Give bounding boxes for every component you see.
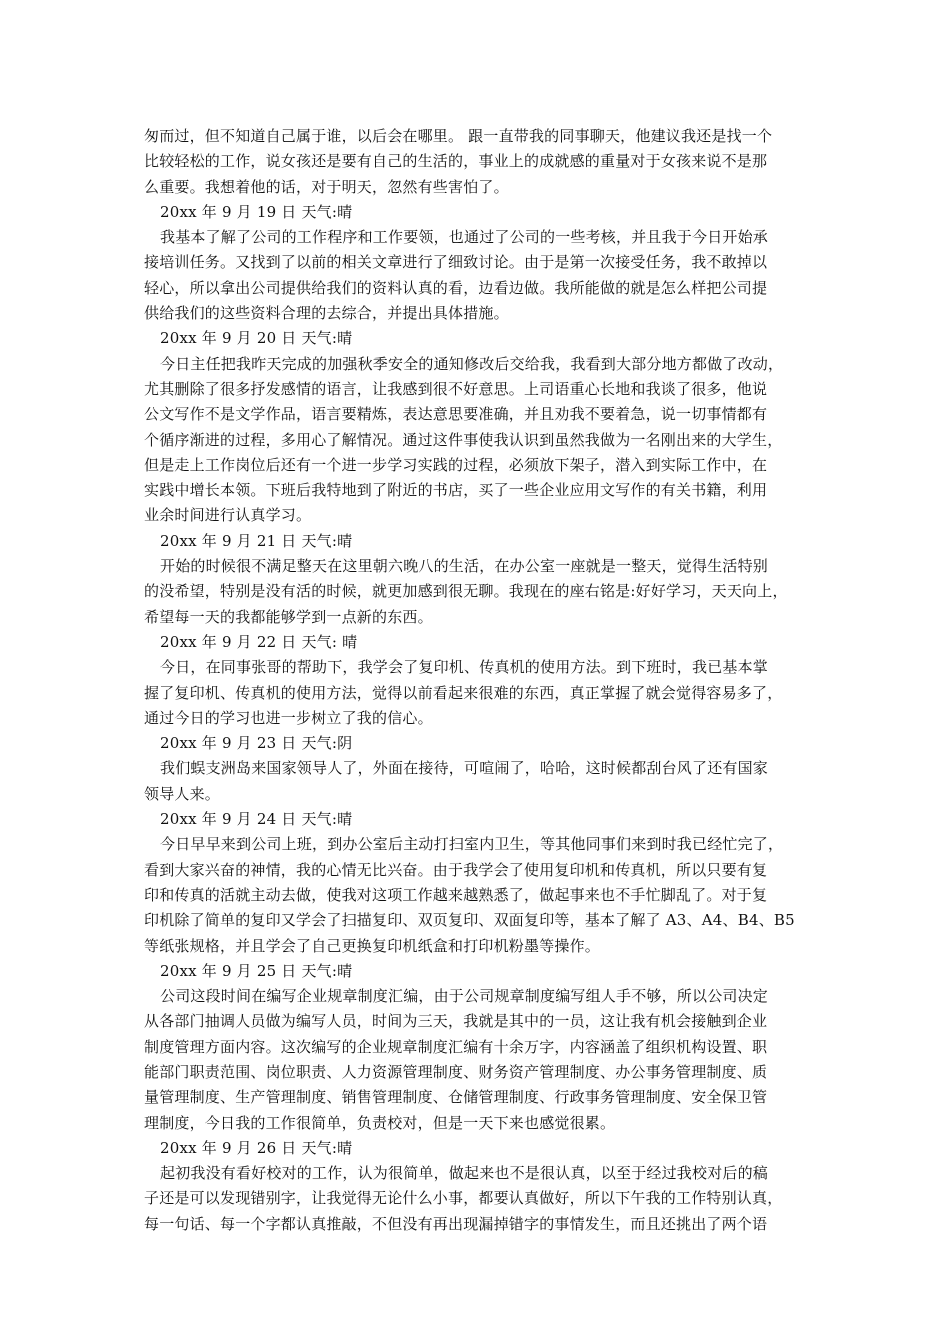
diary-text-body	[144, 124, 816, 1237]
diary-date-line: 20xx 年 9 月 24 日 天气:晴	[160, 810, 353, 829]
body-text-line: 今日早早来到公司上班，到办公室后主动打扫室内卫生，等其他同事们来到时我已经忙完了，	[160, 835, 784, 854]
diary-date-line: 20xx 年 9 月 23 日 天气:阴	[160, 734, 353, 753]
body-text-line: 接培训任务。又找到了以前的相关文章进行了细致讨论。由于是第一次接受任务，我不敢掉以	[144, 253, 768, 272]
diary-date-line: 20xx 年 9 月 19 日 天气:晴	[160, 202, 353, 221]
body-text-line: 我基本了解了公司的工作程序和工作要领，也通过了公司的一些考核，并且我于今日开始承	[160, 228, 769, 247]
body-text-line: 每一句话、每一个字都认真推敲，不但没有再出现漏掉错字的事情发生，而且还挑出了两个语	[144, 1214, 768, 1233]
body-text-line: 供给我们的这些资料合理的去综合，并提出具体措施。	[144, 304, 509, 323]
body-text-line: 么重要。我想着他的话，对于明天，忽然有些害怕了。	[144, 177, 509, 196]
body-text-line: 但是走上工作岗位后还有一个进一步学习实践的过程，必须放下架子，潜入到实际工作中，在	[144, 455, 768, 474]
body-text-line: 业余时间进行认真学习。	[144, 506, 312, 525]
body-text-line: 看到大家兴奋的神情，我的心情无比兴奋。由于我学会了使用复印机和传真机，所以只要有复	[144, 860, 768, 879]
body-text-line: 实践中增长本领。下班后我特地到了附近的书店，买了一些企业应用文写作的有关书籍，利用	[144, 481, 768, 500]
body-text-line: 印和传真的活就主动去做，使我对这项工作越来越熟悉了，做起事来也不手忙脚乱了。对于复	[144, 885, 768, 904]
body-text-line: 从各部门抽调人员做为编写人员，时间为三天，我就是其中的一员，这让我有机会接触到企业	[144, 1012, 768, 1031]
body-text-line: 比较轻松的工作，说女孩还是要有自己的生活的，事业上的成就感的重量对于女孩来说不是那	[144, 152, 768, 171]
body-text-line: 领导人来。	[144, 784, 221, 803]
body-text-line: 尤其删除了很多抒发感情的语言，让我感到很不好意思。上司语重心长地和我谈了很多，他说	[144, 379, 768, 398]
body-text-line: 我们蜈支洲岛来国家领导人了，外面在接待，可喧闹了，哈哈，这时候都刮台风了还有国家	[160, 759, 769, 778]
diary-date-line: 20xx 年 9 月 22 日 天气: 晴	[160, 632, 358, 651]
body-text-line: 个循序渐进的过程，多用心了解情况。通过这件事使我认识到虽然我做为一名刚出来的大学生，	[144, 430, 783, 449]
diary-date-line: 20xx 年 9 月 25 日 天气:晴	[160, 961, 353, 980]
body-text-line: 通过今日的学习也进一步树立了我的信心。	[144, 708, 433, 727]
body-text-line: 的没希望，特别是没有活的时候，就更加感到很无聊。我现在的座右铭是:好好学习，天天向上，	[144, 582, 788, 601]
diary-date-line: 20xx 年 9 月 20 日 天气:晴	[160, 329, 353, 348]
body-text-line: 匆而过，但不知道自己属于谁，以后会在哪里。 跟一直带我的同事聊天，他建议我还是找一个	[144, 127, 773, 145]
body-text-line: 量管理制度、生产管理制度、销售管理制度、仓储管理制度、行政事务管理制度、安全保卫管	[144, 1088, 768, 1107]
body-text-line: 制度管理方面内容。这次编写的企业规章制度汇编有十余万字，内容涵盖了组织机构设置、职	[144, 1037, 768, 1056]
body-text-line: 今日主任把我昨天完成的加强秋季安全的通知修改后交给我，我看到大部分地方都做了改动，	[160, 354, 784, 373]
diary-date-line: 20xx 年 9 月 26 日 天气:晴	[160, 1138, 353, 1157]
body-text-line: 印机除了简单的复印又学会了扫描复印、双页复印、双面复印等，基本了解了 A3、A4、B4、B5	[144, 911, 795, 930]
body-text-line: 今日，在同事张哥的帮助下，我学会了复印机、传真机的使用方法。到下班时，我已基本掌	[160, 658, 769, 677]
body-text-line: 能部门职责范围、岗位职责、人力资源管理制度、财务资产管理制度、办公事务管理制度、质	[144, 1062, 768, 1081]
body-text-line: 轻心，所以拿出公司提供给我们的资料认真的看，边看边做。我所能做的就是怎么样把公司提	[144, 278, 768, 297]
body-text-line: 公司这段时间在编写企业规章制度汇编，由于公司规章制度编写组人手不够，所以公司决定	[160, 987, 769, 1006]
body-text-line: 开始的时候很不满足整天在这里朝六晚八的生活，在办公室一座就是一整天，觉得生活特别	[160, 557, 769, 576]
body-text-line: 公文写作不是文学作品，语言要精炼，表达意思要准确，并且劝我不要着急，说一切事情都有	[144, 405, 768, 424]
body-text-line: 等纸张规格，并且学会了自己更换复印机纸盒和打印机粉墨等操作。	[144, 936, 601, 955]
body-text-line: 子还是可以发现错别字，让我觉得无论什么小事，都要认真做好，所以下午我的工作特别认真，	[144, 1189, 783, 1208]
body-text-line: 理制度，今日我的工作很简单，负责校对，但是一天下来也感觉很累。	[144, 1113, 616, 1132]
diary-date-line: 20xx 年 9 月 21 日 天气:晴	[160, 531, 353, 550]
body-text-line: 起初我没有看好校对的工作，认为很简单，做起来也不是很认真，以至于经过我校对后的稿	[160, 1164, 769, 1183]
body-text-line: 握了复印机、传真机的使用方法，觉得以前看起来很难的东西，真正掌握了就会觉得容易多了，	[144, 683, 783, 702]
body-text-line: 希望每一天的我都能够学到一点新的东西。	[144, 607, 433, 626]
